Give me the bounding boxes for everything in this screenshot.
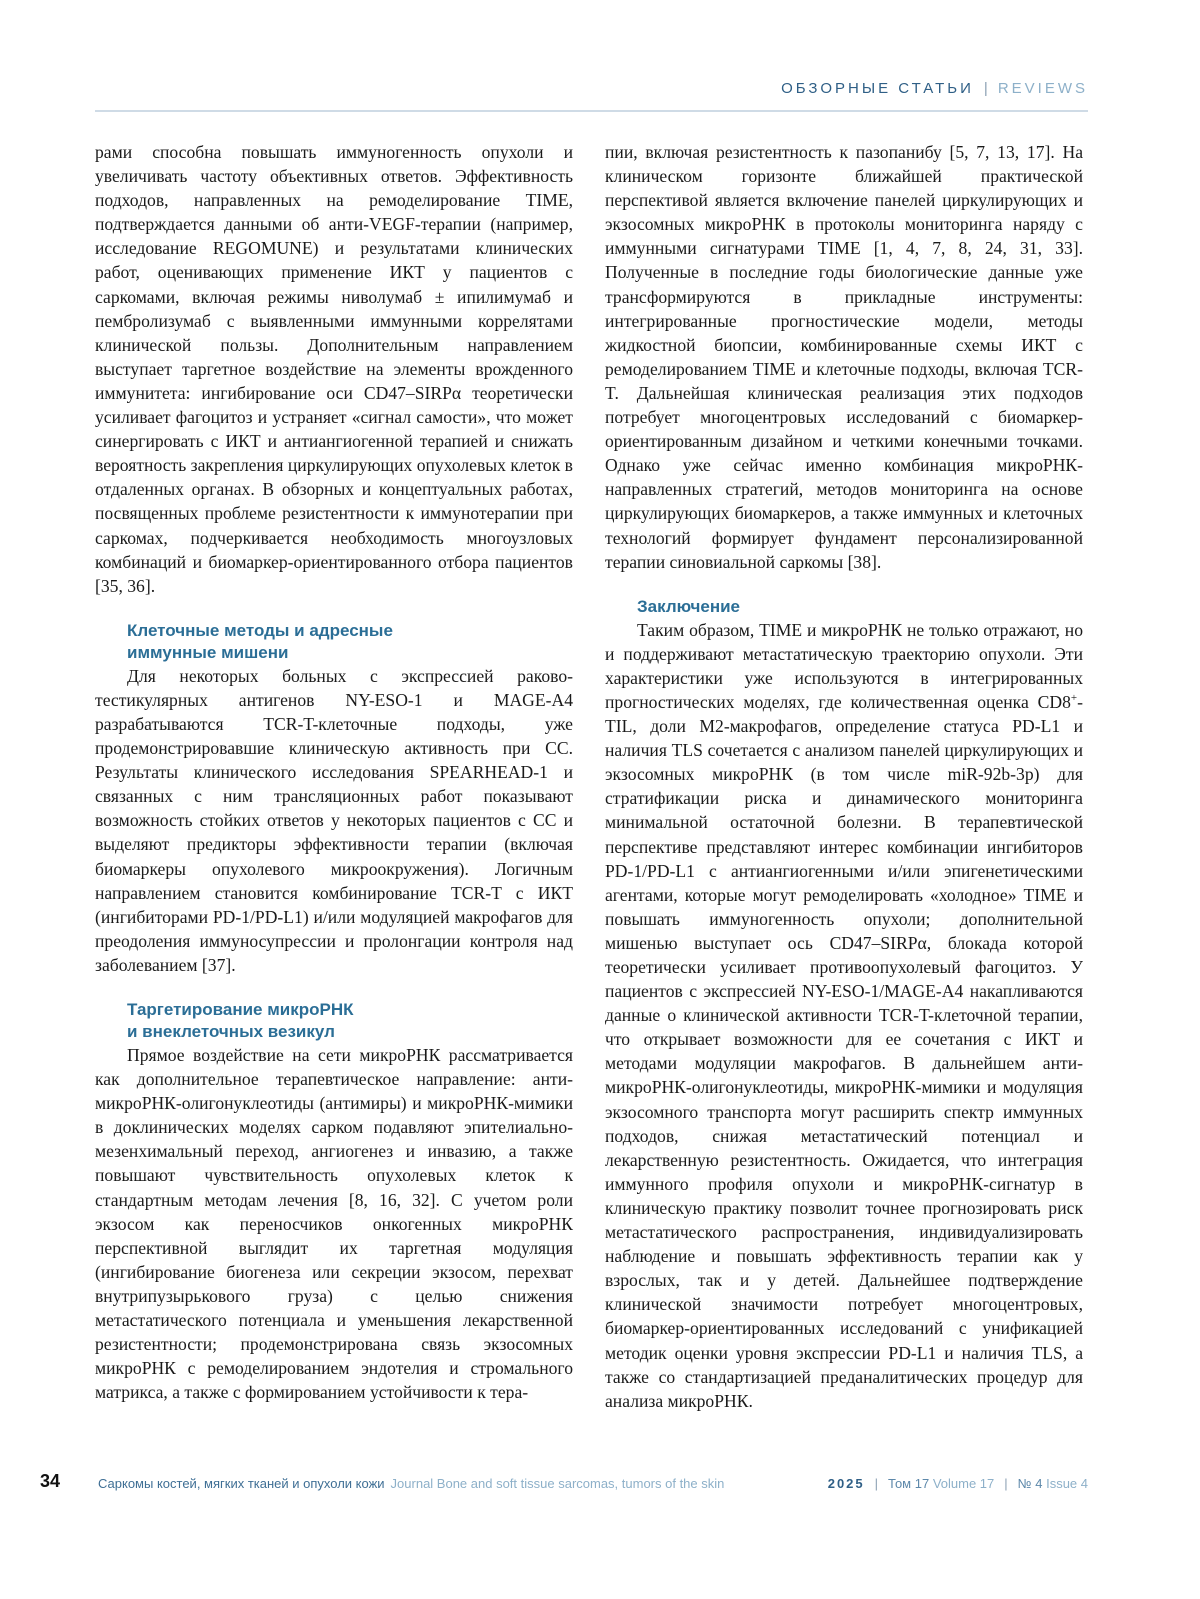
- heading-cell-methods-line-1: Клеточные методы и адресные: [127, 620, 393, 640]
- left-paragraph-3: Прямое воздействие на сети микроРНК рассматривается как дополнительное терапевтическое направление: анти-микроРНК-олигонуклеотиды (антимиры) и микроРНК-мимики в доклинических моделях сарком подавляют эпителиально-мезенхимальный переход, ангиогенез и инвазию, а также повышают чувствительность опухолевых клеток к стандартным методам лечения [8, 16, 32]. С учетом роли экзосом как переносчиков онкогенных микроРНК перспективной выглядит их таргетная модуляция (ингибирование биогенеза или секреции экзосом, перехват внутрипузырькового груза) с целью снижения метастатического потенциала и уменьшения лекарственной резистентности; продемонстрирована связь экзосомных микроРНК с ремоделированием эндотелия и стромального матрикса, а также с формированием устойчивости к тера-: [95, 1045, 573, 1403]
- issue-separator-2: |: [1004, 1476, 1008, 1491]
- left-column: [95, 140, 573, 1404]
- header-separator: |: [983, 80, 988, 97]
- conclusion-text-a: Таким образом, TIME и микроРНК не только отражают, но и поддерживают метастатическую траекторию опухоли. Эти характеристики уже используются в интегрированных прогностических моделях, где количественная оценка CD8: [605, 619, 1083, 712]
- page-number: 34: [40, 1471, 61, 1491]
- heading-cell-methods: [127, 620, 573, 664]
- heading-cell-methods-line-2: иммунные мишени: [127, 642, 289, 662]
- conclusion-text-b: -TIL, доли M2-макрофагов, определение статуса PD-L1 и наличия TLS сочетается с анализом панелей циркулирующих и экзосомных микроРНК (в том числе miR-92b-3p) для стратификации риска и динамического мониторинга минимальной остаточной болезни. В терапевтической перспективе представляют интерес комбинации ингибиторов PD-1/PD-L1 с антиангиогенными и/или эпигенетическими агентами, которые могут ремоделировать «холодное» TIME и повышать иммуногенность опухоли; дополнительной мишенью выступает ось CD47–SIRPα, блокада которой теоретически усиливает противоопухолевый фагоцитоз. У пациентов с экспрессией NY-ESO-1/MAGE-A4 накапливаются данные о клинической активности TCR-T-клеточной терапии, что открывает возможности для ее сочетания с ИКТ и методами модуляции макрофагов. В дальнейшем анти-микроРНК-олигонуклеотиды, микроРНК-мимики и модуляция экзосомного транспорта могут расширить спектр иммунных подходов, снижая метастатический потенциал и лекарственную резистентность. Ожидается, что интеграция иммунного профиля опухоли и микроРНК-сигнатур в клиническую практику позволит точнее прогнозировать риск метастатического распространения, индивидуализировать наблюдение и повышать эффективность терапии как у взрослых, так и у детей. Дальнейшее подтверждение клинической значимости потребует многоцентровых, биомаркер-ориентированных исследований с унификацией методик оценки уровня экспрессии PD-L1 и наличия TLS, а также со стандартизацией преданалитических процедур для анализа микроРНК.: [605, 691, 1083, 1411]
- left-paragraph-2: Для некоторых больных с экспрессией раково-тестикулярных антигенов NY-ESO-1 и MAGE-A4 разрабатываются TCR-T-клеточные подходы, уже продемонстрировавшие клиническую активность при СС. Результаты клинического исследования SPEARHEAD-1 и связанных с ним трансляционных работ показывают возможность стойких ответов у некоторых пациентов с СС и выделяют предикторы эффективности терапии (включая биомаркеры опухолевого микроокружения). Логичным направлением становится комбинирование TCR-T с ИКТ (ингибиторами PD-1/PD-L1) и/или модуляцией макрофагов для преодоления иммуносупрессии и пролонгации контроля над заболеванием [37].: [95, 665, 573, 975]
- issue-number-en: Issue 4: [1046, 1476, 1088, 1491]
- heading-mirna-targeting: [127, 999, 573, 1043]
- left-paragraph-1: рами способна повышать иммуногенность опухоли и увеличивать частоту объективных ответов. Эффективность подходов, направленных на ремоделирование TIME, подтверждается данными об анти-VEGF-терапии (например, исследование REGOMUNE) и результатами клинических работ, оценивающих применение ИКТ у пациентов с саркомами, включая режимы ниволумаб ± ипилимумаб и пембролизумаб с выявленными иммунными коррелятами клинической пользы. Дополнительным направлением выступает таргетное воздействие на элементы врожденного иммунитета: ингибирование оси CD47–SIRPα теоретически усиливает фагоцитоз и устраняет «сигнал самости», что может синергировать с ИКТ и антиангиогенной терапией и снижать вероятность закрепления циркулирующих опухолевых клеток в отдаленных органах. В обзорных и концептуальных работах, посвященных проблеме резистентности к иммунотерапии при саркомах, подчеркивается необходимость многоузловых комбинаций и биомаркер-ориентированного отбора пациентов [35, 36].: [95, 142, 573, 596]
- heading-mirna-targeting-line-2: и внеклеточных везикул: [127, 1022, 335, 1041]
- journal-title-en: Journal Bone and soft tissue sarcomas, tumors of the skin: [390, 1476, 725, 1491]
- volume-en: Volume 17: [932, 1476, 995, 1491]
- issue-year: 2025: [827, 1476, 865, 1491]
- right-paragraph-2: [605, 618, 1083, 1413]
- page-footer: [40, 1471, 1088, 1498]
- heading-conclusion: Заключение: [637, 596, 740, 616]
- section-title-en: REVIEWS: [997, 80, 1088, 97]
- right-column: [605, 140, 1083, 1413]
- issue-info: [828, 1476, 1088, 1491]
- right-paragraph-1: пии, включая резистентность к пазопанибу [5, 7, 13, 17]. На клиническом горизонте ближайшей практической перспективой является включение панелей циркулирующих и экзосомных микроРНК в протоколы мониторинга наряду с иммунными сигнатурами TIME [1, 4, 7, 8, 24, 31, 33]. Полученные в последние годы биологические данные уже трансформируются в прикладные инструменты: интегрированные прогностические модели, методы жидкостной биопсии, комбинированные схемы ИКТ с ремоделированием TIME и клеточные подходы, включая TCR-T. Дальнейшая клиническая реализация этих подходов потребует многоцентровых исследований с биомаркер-ориентированным дизайном и четкими конечными точками. Однако уже сейчас именно комбинация микроРНК-направленных стратегий, методов мониторинга на основе циркулирующих биомаркеров, а также иммунных и клеточных технологий формирует фундамент персонализированной терапии синовиальной саркомы [38].: [605, 142, 1083, 572]
- heading-mirna-targeting-line-1: Таргетирование микроРНК: [127, 1000, 354, 1019]
- section-title-ru: ОБЗОРНЫЕ СТАТЬИ: [781, 80, 974, 97]
- running-head: [781, 80, 1088, 97]
- issue-number-ru: № 4: [1017, 1476, 1043, 1491]
- journal-title-ru: Саркомы костей, мягких тканей и опухоли кожи: [98, 1476, 385, 1491]
- superscript-plus: +: [1070, 692, 1078, 705]
- header-rule: [95, 110, 1088, 112]
- volume-ru: Том 17: [888, 1476, 930, 1491]
- journal-title: [98, 1476, 724, 1491]
- issue-separator-1: |: [874, 1476, 879, 1491]
